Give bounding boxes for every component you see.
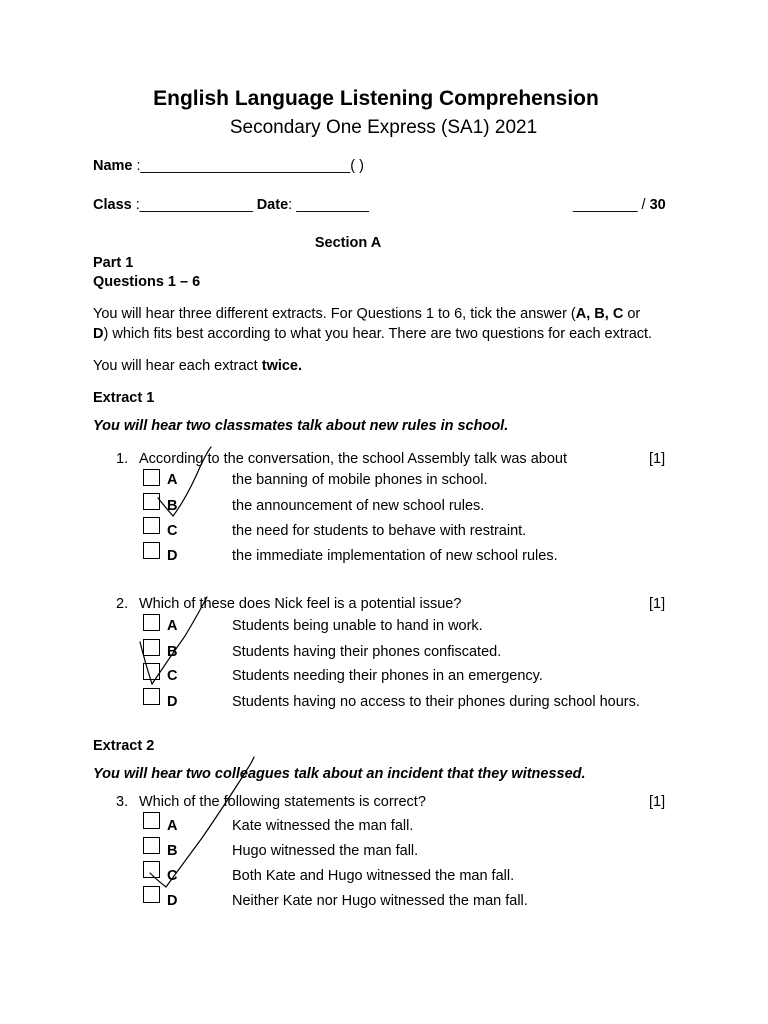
option-text: Hugo witnessed the man fall. bbox=[232, 843, 419, 859]
instructions-twice: You will hear each extract twice. bbox=[93, 358, 303, 374]
option-letter: A bbox=[167, 818, 178, 834]
date-blank: : _________ bbox=[288, 197, 369, 213]
option-text: Both Kate and Hugo witnessed the man fall. bbox=[232, 868, 515, 884]
option-letter: C bbox=[167, 523, 178, 539]
question-1-marks: [1] bbox=[649, 451, 666, 467]
option-letter: B bbox=[167, 644, 178, 660]
name-blank: :__________________________( ) bbox=[132, 158, 364, 174]
section-heading: Section A bbox=[314, 235, 382, 251]
checkbox[interactable] bbox=[143, 663, 160, 680]
instructions-line-1: You will hear three different extracts. For Questions 1 to 6, tick the answer (A, B, C or bbox=[93, 306, 641, 322]
option-letter: A bbox=[167, 618, 178, 634]
instructions-line-2: D) which fits best according to what you hear. There are two questions for each extract. bbox=[93, 326, 653, 342]
option-text: Students being unable to hand in work. bbox=[232, 618, 483, 634]
checkbox[interactable] bbox=[143, 493, 160, 510]
question-1-number: 1. bbox=[116, 451, 129, 467]
page-subtitle: Secondary One Express (SA1) 2021 bbox=[229, 117, 538, 138]
option-letter: B bbox=[167, 843, 178, 859]
questions-range: Questions 1 – 6 bbox=[93, 274, 201, 290]
checkbox[interactable] bbox=[143, 837, 160, 854]
question-2-marks: [1] bbox=[649, 596, 666, 612]
extract-2-heading: Extract 2 bbox=[93, 738, 155, 754]
option-letter: D bbox=[167, 548, 178, 564]
question-2-number: 2. bbox=[116, 596, 129, 612]
option-letter: C bbox=[167, 668, 178, 684]
name-field[interactable] bbox=[93, 158, 364, 175]
extract-1-context: You will hear two classmates talk about new rules in school. bbox=[93, 418, 509, 434]
checkbox[interactable] bbox=[143, 542, 160, 559]
question-3-number: 3. bbox=[116, 794, 129, 810]
checkbox[interactable] bbox=[143, 469, 160, 486]
question-3-marks: [1] bbox=[649, 794, 666, 810]
extract-1-heading: Extract 1 bbox=[93, 390, 155, 406]
name-label: Name bbox=[93, 158, 133, 174]
option-letter: A bbox=[167, 472, 178, 488]
checkbox[interactable] bbox=[143, 861, 160, 878]
option-letter: D bbox=[167, 694, 178, 710]
score-total: 30 bbox=[649, 197, 666, 213]
checkbox[interactable] bbox=[143, 614, 160, 631]
checkbox[interactable] bbox=[143, 639, 160, 656]
option-text: the banning of mobile phones in school. bbox=[232, 472, 488, 488]
option-text: Students having their phones confiscated. bbox=[232, 644, 502, 660]
option-text: Students having no access to their phones during school hours. bbox=[232, 694, 640, 710]
checkbox[interactable] bbox=[143, 812, 160, 829]
class-label: Class bbox=[93, 197, 132, 213]
option-letter: C bbox=[167, 868, 178, 884]
date-label: Date bbox=[256, 197, 289, 213]
extract-2-context: You will hear two colleagues talk about an incident that they witnessed. bbox=[93, 766, 586, 782]
question-1-text: According to the conversation, the school Assembly talk was about bbox=[139, 451, 567, 467]
question-2-text: Which of these does Nick feel is a potential issue? bbox=[139, 596, 462, 612]
option-text: the immediate implementation of new school rules. bbox=[232, 548, 558, 564]
option-letter: D bbox=[167, 893, 178, 909]
option-text: the need for students to behave with restraint. bbox=[232, 523, 527, 539]
option-text: Students needing their phones in an emergency. bbox=[232, 668, 543, 684]
checkbox[interactable] bbox=[143, 688, 160, 705]
option-text: Neither Kate nor Hugo witnessed the man fall. bbox=[232, 893, 528, 909]
class-blank: :______________ bbox=[131, 197, 257, 213]
class-date-field[interactable] bbox=[93, 197, 369, 214]
option-text: Kate witnessed the man fall. bbox=[232, 818, 414, 834]
question-3-text: Which of the following statements is correct? bbox=[139, 794, 426, 810]
checkbox[interactable] bbox=[143, 517, 160, 534]
page-title: English Language Listening Comprehension bbox=[153, 87, 599, 110]
checkbox[interactable] bbox=[143, 886, 160, 903]
part-heading: Part 1 bbox=[93, 255, 134, 271]
score-field[interactable] bbox=[573, 197, 666, 214]
score-blank: ________ / bbox=[573, 197, 650, 213]
option-letter: B bbox=[167, 498, 178, 514]
option-text: the announcement of new school rules. bbox=[232, 498, 485, 514]
